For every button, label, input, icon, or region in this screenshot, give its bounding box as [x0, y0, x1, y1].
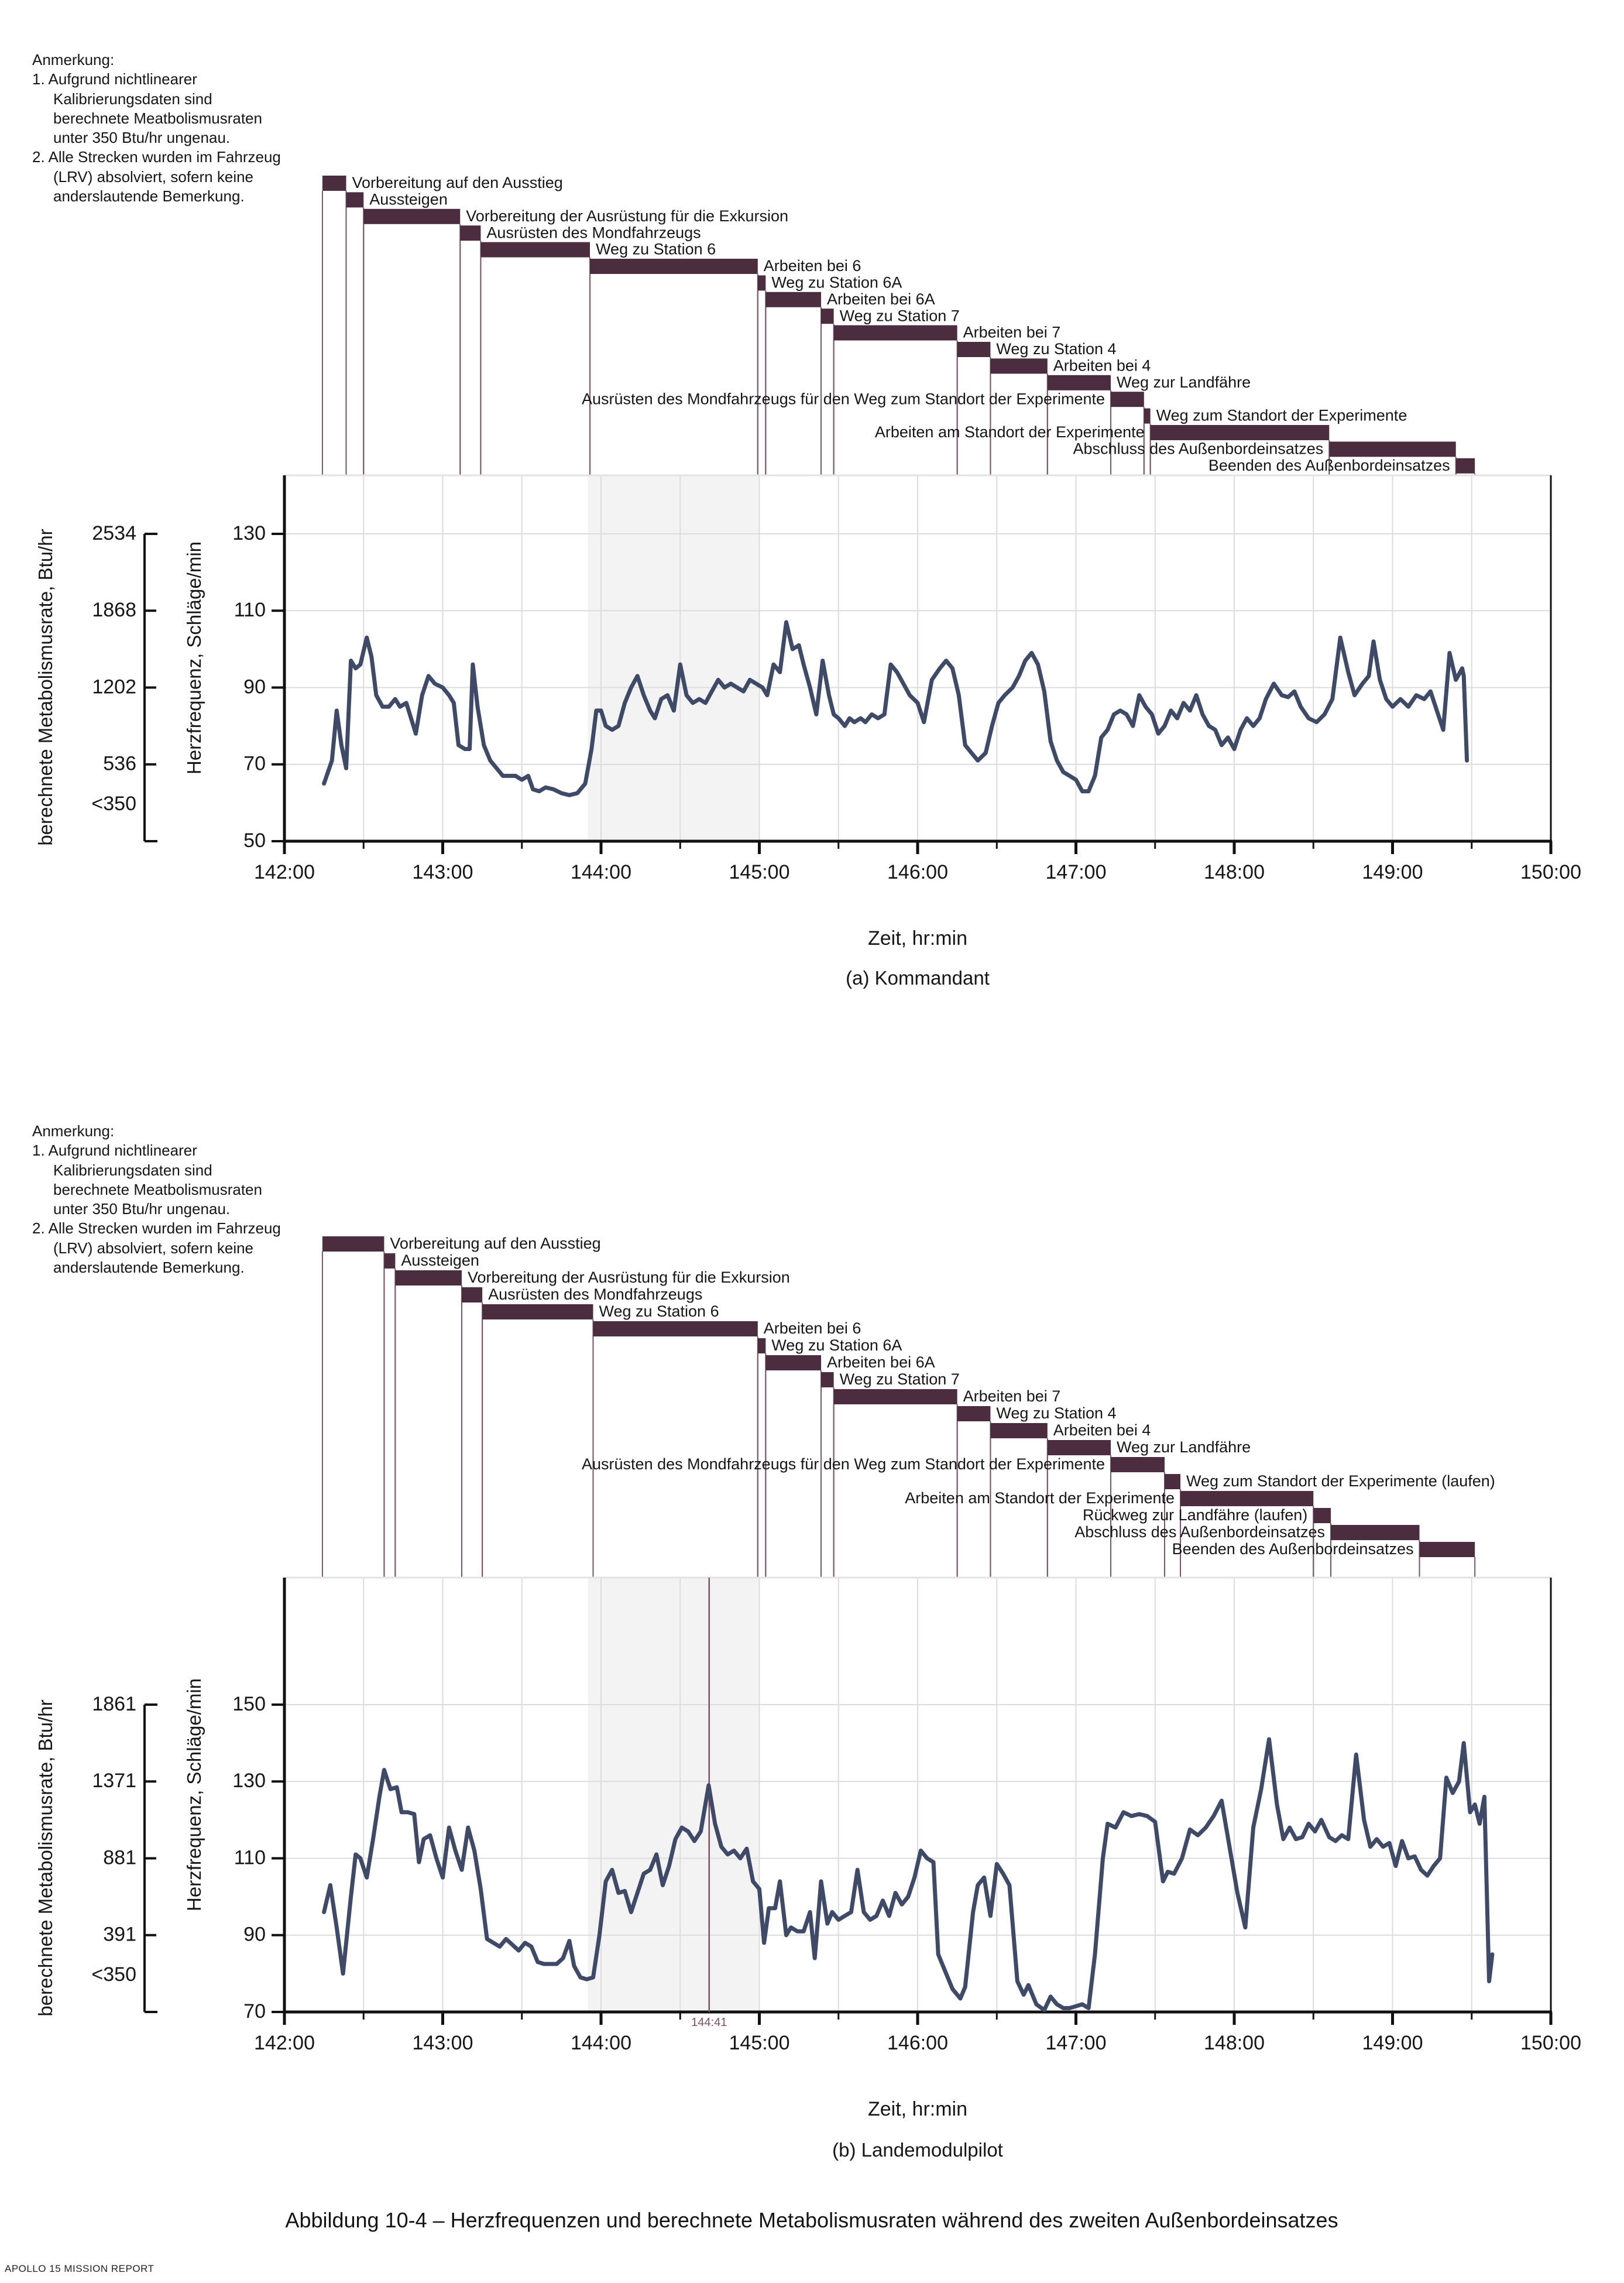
hr-axis-tick-label: 150	[232, 1692, 266, 1715]
gantt-bar	[1331, 1525, 1419, 1540]
met-axis-tick-label: 536	[103, 752, 136, 775]
notes-item: 2. Alle Strecken wurden im Fahrzeug (LRV) absolviert, sofern keine anderslautende Bemerkung.	[32, 1219, 281, 1276]
gantt-bar-label: Ausrüsten des Mondfahrzeugs für den Weg zum Standort der Experimente	[582, 1455, 1105, 1473]
x-axis-tick-label: 144:00	[571, 2032, 631, 2054]
gantt-bar	[462, 1287, 482, 1302]
gantt-bar-label: Vorbereitung auf den Ausstieg	[352, 174, 563, 192]
report-footer: APOLLO 15 MISSION REPORT	[5, 2263, 154, 2274]
met-axis-tick-label: 1861	[92, 1692, 136, 1715]
met-axis-below-range-label: <350	[91, 1963, 136, 1986]
x-axis-tick-label: 143:00	[412, 2032, 473, 2054]
gantt-bar-label: Weg zu Station 7	[839, 307, 960, 325]
gantt-bar	[384, 1253, 395, 1269]
gantt-bar-label: Weg zu Station 6A	[771, 273, 902, 292]
x-axis-tick-label: 147:00	[1045, 2032, 1107, 2054]
hr-axis-tick-label: 130	[232, 522, 266, 544]
gantt-bar-label: Weg zum Standort der Experimente	[1156, 406, 1407, 424]
gantt-bar	[990, 1423, 1047, 1438]
gantt-bar	[460, 225, 480, 241]
gantt-bar	[1151, 425, 1330, 440]
gantt-bar-label: Arbeiten bei 6A	[826, 290, 935, 308]
x-axis-tick-label: 142:00	[254, 861, 315, 883]
x-axis-tick-label: 145:00	[729, 2032, 790, 2054]
gantt-bar	[395, 1270, 462, 1286]
gantt-bar-label: Arbeiten am Standort der Experimente	[905, 1489, 1175, 1507]
gantt-bar-label: Ausrüsten des Mondfahrzeugs	[488, 1286, 703, 1304]
gantt-bar	[990, 358, 1047, 373]
gantt-bar	[1144, 409, 1151, 424]
notes-item: 1. Aufgrund nichtlinearer Kalibrierungsdaten sind berechnete Meatbolismusraten unter 350 Btu/hr ungenau.	[32, 70, 262, 147]
gantt-bar-label: Beenden des Außenbordeinsatzes	[1208, 456, 1450, 474]
x-axis-tick-label: 146:00	[887, 2032, 948, 2054]
x-axis-tick-label: 148:00	[1204, 861, 1265, 883]
gantt-bar-label: Weg zu Station 4	[996, 1404, 1117, 1422]
gantt-bar	[1456, 458, 1475, 474]
hr-axis-tick-label: 90	[243, 1923, 266, 1946]
gantt-bar	[1419, 1542, 1475, 1557]
panel-label-b: (b) Landemodulpilot	[832, 2139, 1003, 2161]
notes-item: 2. Alle Strecken wurden im Fahrzeug (LRV) absolviert, sofern keine anderslautende Bemerkung.	[32, 148, 281, 205]
gantt-bar-label: Vorbereitung auf den Ausstieg	[390, 1235, 601, 1253]
gantt-bar-label: Aussteigen	[401, 1252, 479, 1270]
gantt-bar	[821, 308, 834, 324]
x-axis-tick-label: 150:00	[1520, 861, 1581, 883]
gantt-bar-label: Arbeiten bei 4	[1053, 1421, 1151, 1439]
gantt-bar	[1180, 1491, 1313, 1506]
y-axis-title-metabolic-b: berechnete Metabolismusrate, Btu/hr	[35, 1699, 56, 2017]
notes-heading: Anmerkung:	[32, 51, 115, 68]
gantt-bar	[1111, 392, 1144, 407]
gantt-bar-label: Weg zu Station 6A	[771, 1336, 902, 1355]
hr-axis-tick-label: 90	[243, 676, 266, 698]
gantt-bar-label: Weg zum Standort der Experimente (laufen)	[1186, 1472, 1495, 1490]
x-axis-title-a: Zeit, hr:min	[867, 927, 968, 949]
met-axis-tick-label: 1202	[92, 676, 136, 698]
gantt-bar	[765, 292, 821, 307]
x-axis-tick-label: 146:00	[887, 861, 948, 883]
x-axis-tick-label: 142:00	[254, 2032, 315, 2054]
gantt-bar	[957, 1406, 991, 1421]
met-axis-tick-label: 2534	[92, 522, 136, 544]
gantt-bar-label: Weg zu Station 6	[596, 240, 716, 258]
met-axis-below-range-label: <350	[91, 792, 136, 815]
hr-axis-tick-label: 70	[243, 2000, 266, 2023]
x-axis-tick-label: 149:00	[1362, 861, 1423, 883]
x-axis-tick-label: 149:00	[1362, 2032, 1423, 2054]
met-axis-tick-label: 1868	[92, 599, 136, 622]
x-axis-tick-label: 148:00	[1204, 2032, 1265, 2054]
x-axis-tick-label: 147:00	[1045, 861, 1107, 883]
gantt-bar	[1111, 1457, 1165, 1472]
gantt-bar-label: Vorbereitung der Ausrüstung für die Exkursion	[467, 1269, 790, 1287]
hr-axis-tick-label: 70	[243, 752, 266, 775]
gantt-bar-label: Vorbereitung der Ausrüstung für die Exkursion	[466, 207, 789, 225]
gantt-bar	[482, 1304, 593, 1319]
x-axis-tick-label: 144:00	[571, 861, 631, 883]
heart-rate-line	[324, 622, 1467, 795]
gantt-bar	[593, 1321, 757, 1336]
gantt-bar	[1313, 1508, 1331, 1523]
heart-rate-line	[324, 1739, 1492, 2010]
gantt-bar-label: Arbeiten bei 7	[963, 1387, 1061, 1406]
gantt-bar	[821, 1372, 834, 1387]
gantt-bar	[322, 1236, 384, 1252]
gantt-bar-label: Weg zur Landfähre	[1117, 1438, 1251, 1456]
gantt-bar-label: Arbeiten bei 4	[1053, 356, 1151, 375]
gantt-bar	[834, 1389, 957, 1404]
gantt-bar	[322, 176, 346, 191]
met-axis-tick-label: 1371	[92, 1770, 136, 1792]
gantt-bar	[765, 1355, 821, 1370]
gantt-bar	[1048, 375, 1111, 390]
gantt-bar-label: Arbeiten bei 6	[763, 257, 861, 275]
hr-axis-tick-label: 110	[234, 599, 266, 622]
gantt-bar-label: Abschluss des Außenbordeinsatzes	[1074, 1523, 1326, 1541]
y-axis-title-heartrate-a: Herzfrequenz, Schläge/min	[183, 541, 205, 775]
gantt-bar-label: Aussteigen	[369, 190, 448, 208]
hr-axis-tick-label: 110	[234, 1846, 266, 1869]
x-axis-tick-label: 150:00	[1520, 2032, 1581, 2054]
gantt-bar-label: Weg zur Landfähre	[1117, 373, 1251, 391]
gantt-bar	[363, 209, 460, 224]
gantt-bar-label: Arbeiten bei 6A	[826, 1353, 935, 1372]
gantt-bar-label: Weg zu Station 4	[996, 340, 1117, 358]
hr-axis-tick-label: 50	[243, 829, 266, 852]
gantt-bar-label: Arbeiten am Standort der Experimente	[874, 423, 1145, 441]
x-axis-tick-label: 143:00	[412, 861, 473, 883]
gantt-bar	[957, 342, 991, 357]
panel-label-a: (a) Kommandant	[846, 967, 990, 989]
gantt-bar	[1329, 441, 1455, 457]
gantt-bar-label: Ausrüsten des Mondfahrzeugs	[486, 224, 701, 242]
shaded-time-band	[588, 1578, 760, 2012]
gantt-bar	[758, 1338, 766, 1353]
gantt-bar-label: Abschluss des Außenbordeinsatzes	[1073, 440, 1324, 458]
x-axis-title-b: Zeit, hr:min	[867, 2098, 968, 2120]
gantt-bar	[834, 325, 957, 341]
gantt-bar-label: Weg zu Station 6	[599, 1302, 719, 1321]
event-marker-label: 144:41	[691, 2016, 727, 2029]
gantt-bar-label: Arbeiten bei 7	[963, 323, 1061, 341]
gantt-bar	[480, 242, 590, 258]
gantt-bar	[590, 259, 758, 274]
gantt-bar-label: Beenden des Außenbordeinsatzes	[1172, 1540, 1414, 1558]
gantt-bar	[758, 275, 766, 290]
notes-item: 1. Aufgrund nichtlinearer Kalibrierungsdaten sind berechnete Meatbolismusraten unter 350 Btu/hr ungenau.	[32, 1142, 262, 1218]
gantt-bar	[346, 192, 363, 207]
shaded-time-band	[588, 475, 760, 841]
hr-axis-tick-label: 130	[232, 1770, 266, 1792]
gantt-bar-label: Rückweg zur Landfähre (laufen)	[1083, 1506, 1308, 1524]
gantt-bar	[1048, 1440, 1111, 1455]
notes-heading: Anmerkung:	[32, 1122, 115, 1140]
met-axis-tick-label: 391	[103, 1923, 136, 1946]
gantt-bar-label: Arbeiten bei 6	[763, 1319, 861, 1338]
met-axis-tick-label: 881	[103, 1846, 136, 1869]
x-axis-tick-label: 145:00	[729, 861, 790, 883]
figure-caption: Abbildung 10-4 – Herzfrequenzen und berechnete Metabolismusraten während des zweiten Außenbordeinsatzes	[285, 2208, 1338, 2232]
gantt-bar	[1165, 1474, 1180, 1489]
gantt-bar-label: Weg zu Station 7	[839, 1370, 960, 1389]
y-axis-title-metabolic-a: berechnete Metabolismusrate, Btu/hr	[35, 529, 56, 846]
y-axis-title-heartrate-b: Herzfrequenz, Schläge/min	[183, 1678, 205, 1912]
gantt-bar-label: Ausrüsten des Mondfahrzeugs für den Weg zum Standort der Experimente	[582, 390, 1105, 408]
